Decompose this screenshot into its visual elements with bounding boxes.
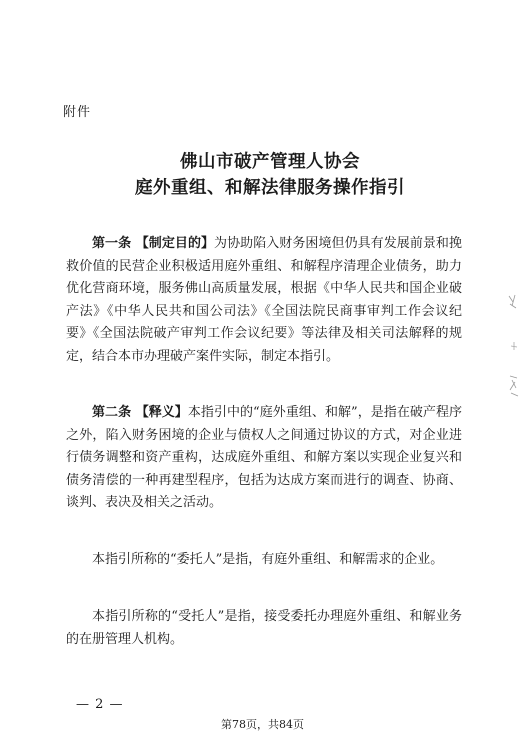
article-2-text: 本指引中的“庭外重组、和解”，是指在破产程序之外，陷入财务困境的企业与债权人之间通过协议的方式，对企业进行债务调整和资产重构，达成庭外重组、和解方案以实现企业复兴和债务清偿的一种再建型程序，包括为达成方案而进行的调查、协商、谈判、表决及相关之活动。 [66, 405, 463, 511]
document-title-line-1: 佛山市破产管理人协会 [180, 152, 360, 172]
article-2-heading: 第二条 【释义】 [92, 405, 188, 420]
margin-scan-marks [506, 292, 522, 402]
page-count: 第78页，共84页 [221, 718, 304, 731]
attachment-label: 附件 [63, 105, 92, 120]
definition-client-text: 本指引所称的“委托人”是指，有庭外重组、和解需求的企业。 [92, 552, 444, 567]
article-2-paragraph [66, 402, 462, 515]
article-1-paragraph [66, 233, 462, 369]
article-1-heading: 第一条 【制定目的】 [92, 236, 215, 251]
definition-trustee-text: 本指引所称的“受托人”是指，接受委托办理庭外重组、和解业务的在册管理人机构。 [66, 609, 462, 647]
article-1-text: 为协助陷入财务困境但仍具有发展前景和挽救价值的民营企业积极适用庭外重组、和解程序清理企业债务，助力优化营商环境，服务佛山高质量发展，根据《中华人民共和国企业破产法》《中华人民共和国公司法》《全国法院民商事审判工作会议纪要》《全国法院破产审判工作会议纪要》等法律及相关司法解释的规定，结合本市办理破产案件实际，制定本指引。 [66, 236, 462, 364]
document-title-line-2: 庭外重组、和解法律服务操作指引 [135, 178, 405, 198]
definition-client-paragraph [66, 549, 462, 572]
definition-trustee-paragraph [66, 606, 462, 651]
page-number: — 2 — [76, 697, 124, 712]
